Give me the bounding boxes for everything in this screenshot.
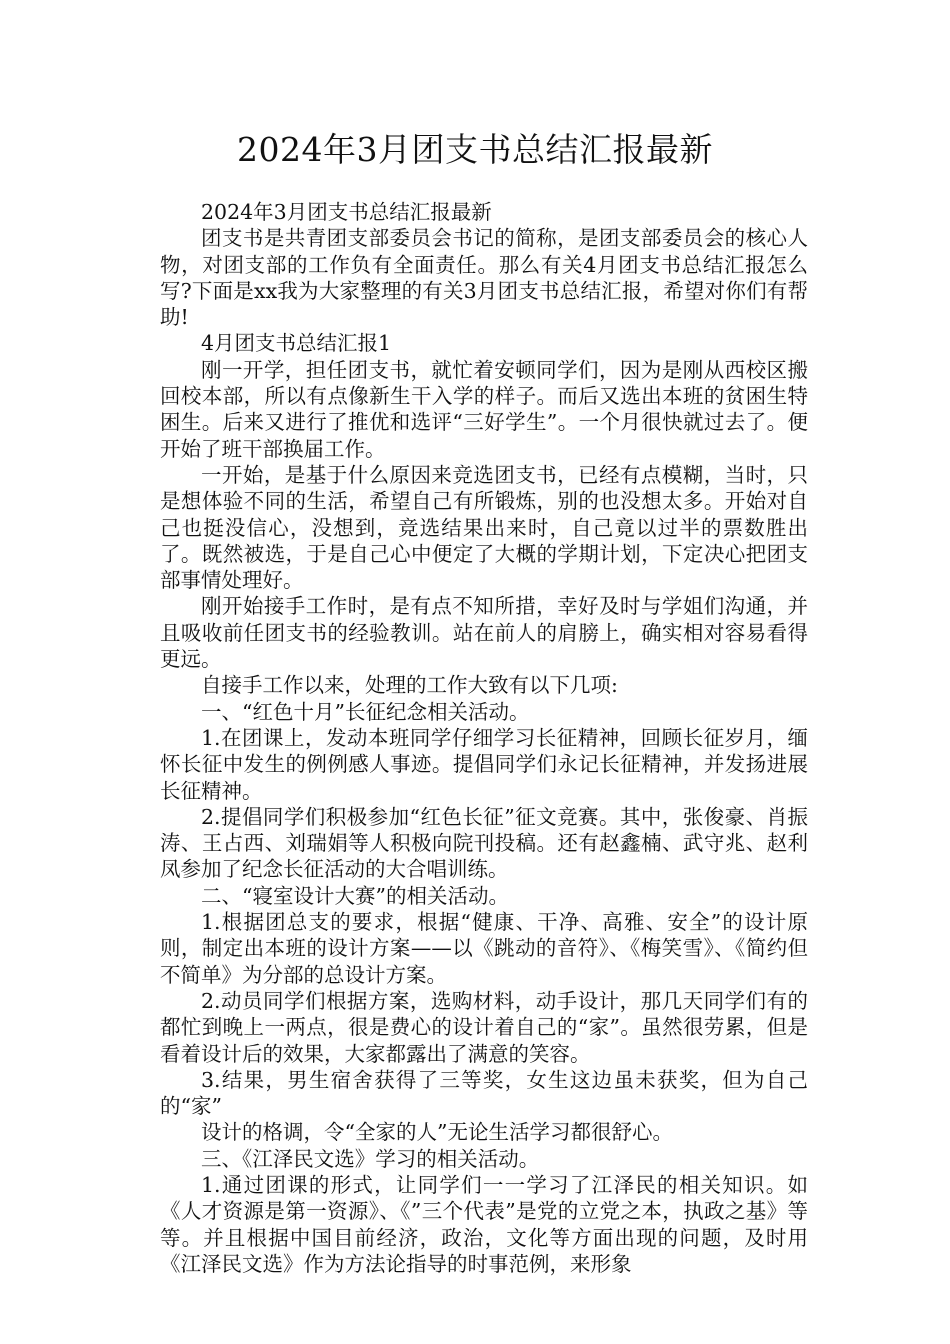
document-body <box>160 199 808 1277</box>
paragraph-item-heading: 三、《江泽民文选》学习的相关活动。 <box>201 1146 540 1171</box>
paragraph: 2.动员同学们根据方案，选购材料，动手设计，那几天同学们有的都忙到晚上一两点，很是费心的设计着自己的“家”。虽然很劳累，但是看着设计后的效果，大家都露出了满意的笑容。 <box>160 988 808 1066</box>
paragraph: 2.提倡同学们积极参加“红色长征”征文竞赛。其中，张俊豪、肖振涛、王占西、刘瑞娟等人积极向院刊投稿。还有赵鑫楠、武守兆、赵利凤参加了纪念长征活动的大合唱训练。 <box>160 804 808 882</box>
paragraph-subtitle: 2024年3月团支书总结汇报最新 <box>201 200 492 224</box>
paragraph: 自接手工作以来，处理的工作大致有以下几项: <box>201 673 618 698</box>
paragraph: 3.结果，男生宿舍获得了三等奖，女生这边虽未获奖，但为自己的“家” <box>160 1067 808 1119</box>
paragraph-intro: 团支书是共青团支部委员会书记的简称，是团支部委员会的核心人物，对团支部的工作负有全面责任。那么有关4月团支书总结汇报怎么写?下面是xx我为大家整理的有关3月团支书总结汇报，希望对你们有帮助! <box>160 226 808 330</box>
paragraph: 刚开始接手工作时，是有点不知所措，幸好及时与学姐们沟通，并且吸收前任团支书的经验教训。站在前人的肩膀上，确实相对容易看得更远。 <box>160 594 808 672</box>
paragraph: 设计的格调，令“全家的人”无论生活学习都很舒心。 <box>201 1120 673 1145</box>
paragraph-item-heading: 一、“红色十月”长征纪念相关活动。 <box>201 699 530 724</box>
paragraph: 1.根据团总支的要求，根据“健康、干净、高雅、安全”的设计原则，制定出本班的设计方案——以《跳动的音符》、《梅笑雪》、《简约但不简单》为分部的总设计方案。 <box>160 910 808 987</box>
paragraph: 1.在团课上，发动本班同学仔细学习长征精神，回顾长征岁月，缅怀长征中发生的例例感人事迹。提倡同学们永记长征精神，并发扬进展长征精神。 <box>160 725 808 803</box>
document-title: 2024年3月团支书总结汇报最新 <box>237 130 713 169</box>
paragraph-section-heading: 4月团支书总结汇报1 <box>201 331 392 356</box>
paragraph-item-heading: 二、“寝室设计大赛”的相关活动。 <box>201 883 509 908</box>
paragraph: 一开始，是基于什么原因来竞选团支书，已经有点模糊，当时，只是想体验不同的生活，希望自己有所锻炼，别的也没想太多。开始对自己也挺没信心，没想到，竞选结果出来时，自己竟以过半的票数胜出了。既然被选，于是自己心中便定了大概的学期计划，下定决心把团支部事情处理好。 <box>160 462 808 593</box>
paragraph: 刚一开学，担任团支书，就忙着安顿同学们，因为是刚从西校区搬回校本部，所以有点像新生干入学的样子。而后又选出本班的贫困生特困生。后来又进行了推优和选评“三好学生”。一个月很快就过去了。便开始了班干部换届工作。 <box>160 357 808 461</box>
paragraph: 1.通过团课的形式，让同学们一一学习了江泽民的相关知识。如《人才资源是第一资源》、《”三个代表”是党的立党之本，执政之基》等等。并且根据中国目前经济，政治，文化等方面出现的问题，及时用《江泽民文选》作为方法论指导的时事范例，来形象 <box>160 1172 808 1276</box>
